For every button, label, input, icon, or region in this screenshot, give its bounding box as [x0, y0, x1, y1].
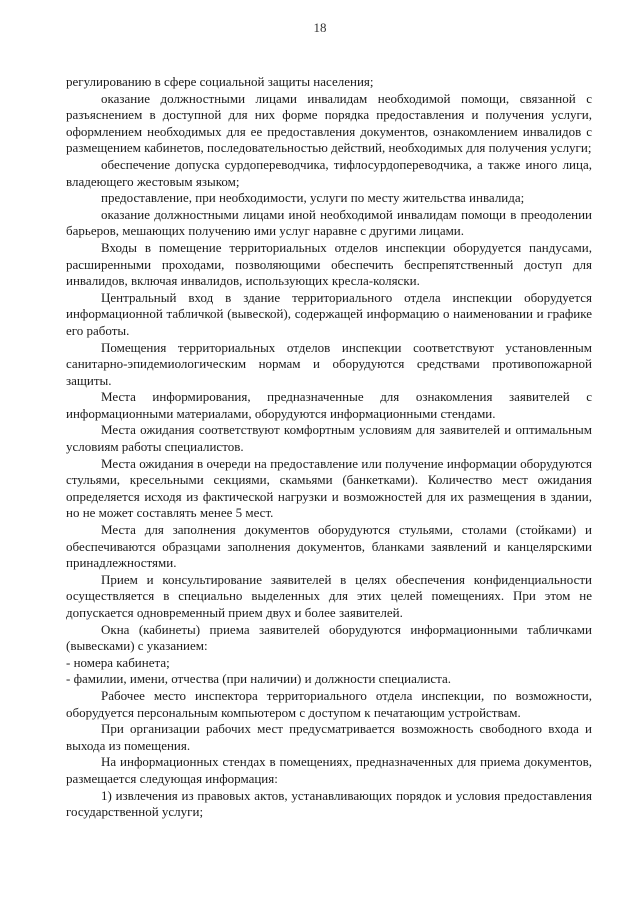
list-item: - номера кабинета;	[66, 654, 170, 670]
paragraph: предоставление, при необходимости, услуги по месту жительства инвалида;	[101, 190, 525, 206]
paragraph: обеспечение допуска сурдопереводчика, тифлосурдопереводчика, а также иного лица, владеющего жестовым языком;	[66, 156, 592, 189]
list-item: - фамилии, имени, отчества (при наличии) и должности специалиста.	[66, 671, 452, 687]
paragraph: На информационных стендах в помещениях, предназначенных для приема документов, размещается следующая информация:	[66, 754, 592, 786]
document-body	[66, 74, 592, 821]
paragraph: Места информирования, предназначенные для ознакомления заявителей с информационными материалами, оборудуются информационными стендами.	[66, 389, 592, 421]
paragraph: Центральный вход в здание территориального отдела инспекции оборудуется информационной табличкой (вывеской), содержащей информацию о наименовании и графике его работы.	[66, 289, 592, 338]
paragraph: При организации рабочих мест предусматривается возможность свободного входа и выхода из помещения.	[66, 721, 592, 753]
paragraph: Окна (кабинеты) приема заявителей оборудуются информационными табличками (вывесками) с указанием:	[66, 621, 592, 654]
paragraph: Места ожидания в очереди на предоставление или получение информации оборудуются стульями, кресельными секциями, скамьями (банкетками). Количество мест ожидания определяется исходя из фактической нагрузки и возможностей для их размещения в здании, но не может составлять менее 5 мест.	[66, 455, 592, 521]
paragraph: Помещения территориальных отделов инспекции соответствуют установленным санитарно-эпидемиологическим нормам и оборудуются средствами противопожарной защиты.	[66, 339, 592, 388]
page-number: 18	[313, 20, 327, 35]
paragraph: Рабочее место инспектора территориального отдела инспекции, по возможности, оборудуется персональным компьютером с доступом к печатающим устройствам.	[66, 687, 592, 720]
paragraph: 1) извлечения из правовых актов, устанавливающих порядок и условия предоставления государственной услуги;	[66, 787, 592, 820]
paragraph: Места ожидания соответствуют комфортным условиям для заявителей и оптимальным условиям работы специалистов.	[66, 422, 592, 455]
paragraph: регулированию в сфере социальной защиты населения;	[66, 74, 374, 89]
paragraph: Прием и консультирование заявителей в целях обеспечения конфиденциальности осуществляется в специально выделенных для этих целей помещениях. При этом не допускается одновременный прием двух и более заявителей.	[66, 571, 592, 620]
paragraph: Места для заполнения документов оборудуются стульями, столами (стойками) и обеспечиваются образцами заполнения документов, бланками заявлений и канцелярскими принадлежностями.	[66, 522, 592, 571]
paragraph: оказание должностными лицами инвалидам необходимой помощи, связанной с разъяснением в доступной для них форме порядка предоставления и получения услуги, оформлением необходимых для ее предоставления документов, ознакомлением инвалидов с размещением кабинетов, последовательностью действий, необходимых для получения услуги;	[66, 90, 592, 156]
paragraph: оказание должностными лицами иной необходимой инвалидам помощи в преодолении барьеров, мешающих получению ими услуг наравне с другими лицами.	[66, 206, 592, 239]
paragraph: Входы в помещение территориальных отделов инспекции оборудуется пандусами, расширенными проходами, позволяющими обеспечить беспрепятственный доступ для инвалидов, включая инвалидов, использующих кресла-коляски.	[66, 239, 592, 289]
